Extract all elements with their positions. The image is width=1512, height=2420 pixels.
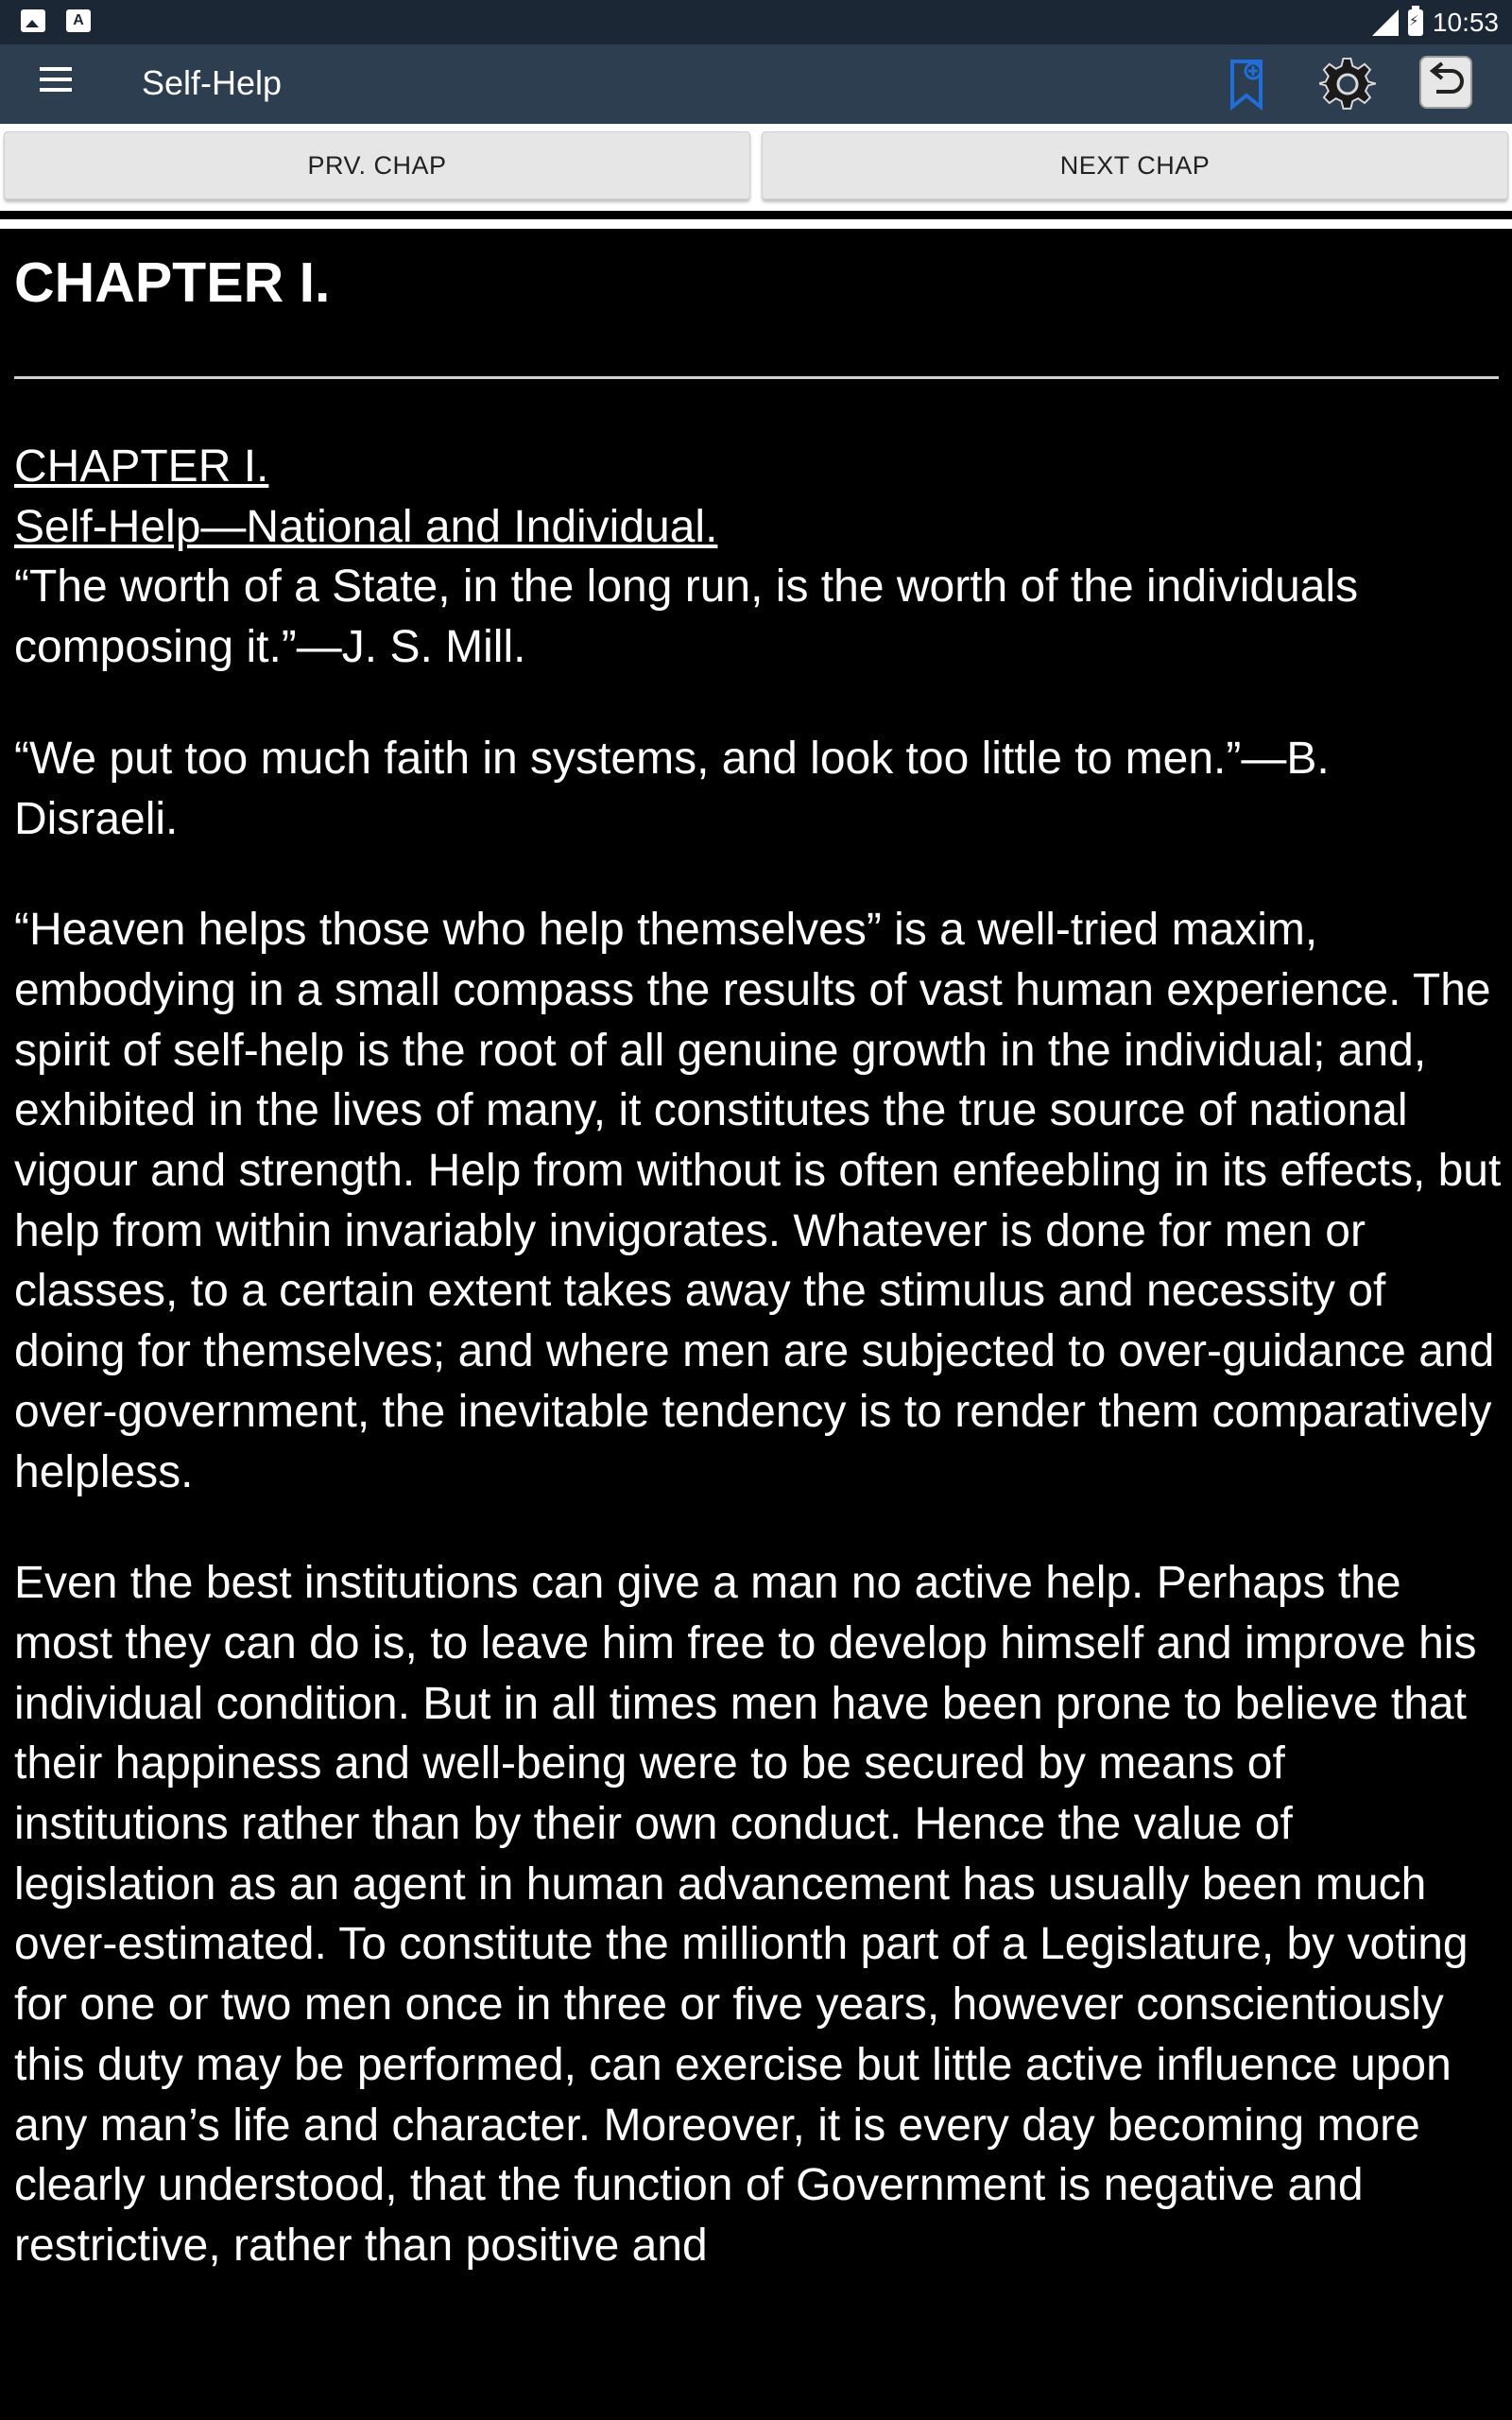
hamburger-menu-icon[interactable] [40,67,87,101]
chapter-heading: CHAPTER I. [14,251,331,314]
status-time: 10:53 [1432,8,1499,37]
paragraph: “We put too much faith in systems, and look too little to men.”—B. Disraeli. [14,733,1330,844]
status-bar [0,0,1512,44]
a-icon: A [66,9,91,32]
chapter-navigation [0,124,1512,211]
paragraph: Even the best institutions can give a man no active help. Perhaps the most they can do is, to leave him free to develop himself and improve his individual condition. But in all times men have been prone to believe that their happiness and well-being were to be secured by means of institutions rather than by their own conduct. Hence the value of legislation as an agent in human advancement has usually been much over-estimated. To constitute the millionth part of a Legislature, by voting for one or two men once in three or five years, however conscientiously this duty may be performed, can exercise but little active influence upon any man’s life and character. Moreover, it is every day becoming more clearly understood, that the function of Government is negative and restrictive, rather than positive and [14,1558,1477,2271]
previous-chapter-button[interactable]: PRV. CHAP [4,131,750,199]
chapter-body [14,437,1503,2327]
bookmark-add-icon[interactable] [1227,58,1266,111]
section-link[interactable]: Self-Help—National and Individual. [14,501,718,552]
chapter-link[interactable]: CHAPTER I. [14,441,269,492]
gear-icon[interactable] [1319,56,1376,112]
battery-charging-icon [1408,9,1423,36]
reader-content[interactable] [0,236,1512,2420]
paragraph: “Heaven helps those who help themselves” is a well-tried maxim, embodying in a small compass the results of vast human experience. The spirit of self-help is the root of all genuine growth in the individual; and, exhibited in the lives of many, it constitutes the true source of national vigour and strength. Help from without is often enfeebling in its effects, but help from within invariably invigorates. Whatever is done for men or classes, to a certain extent takes away the stimulus and necessity of doing for themselves; and where men are subjected to over-guidance and over-government, the inevitable tendency is to render them comparatively helpless. [14,905,1502,1497]
app-bar [0,44,1512,124]
signal-icon [1372,9,1399,36]
image-icon [21,9,45,32]
paragraph: “The worth of a State, in the long run, is the worth of the individuals composing it.”—J. S. Mill. [14,562,1359,673]
undo-icon[interactable] [1419,56,1472,109]
divider [0,219,1512,229]
next-chapter-button[interactable]: NEXT CHAP [762,131,1508,199]
heading-divider [14,376,1499,379]
app-title: Self-Help [142,63,283,102]
